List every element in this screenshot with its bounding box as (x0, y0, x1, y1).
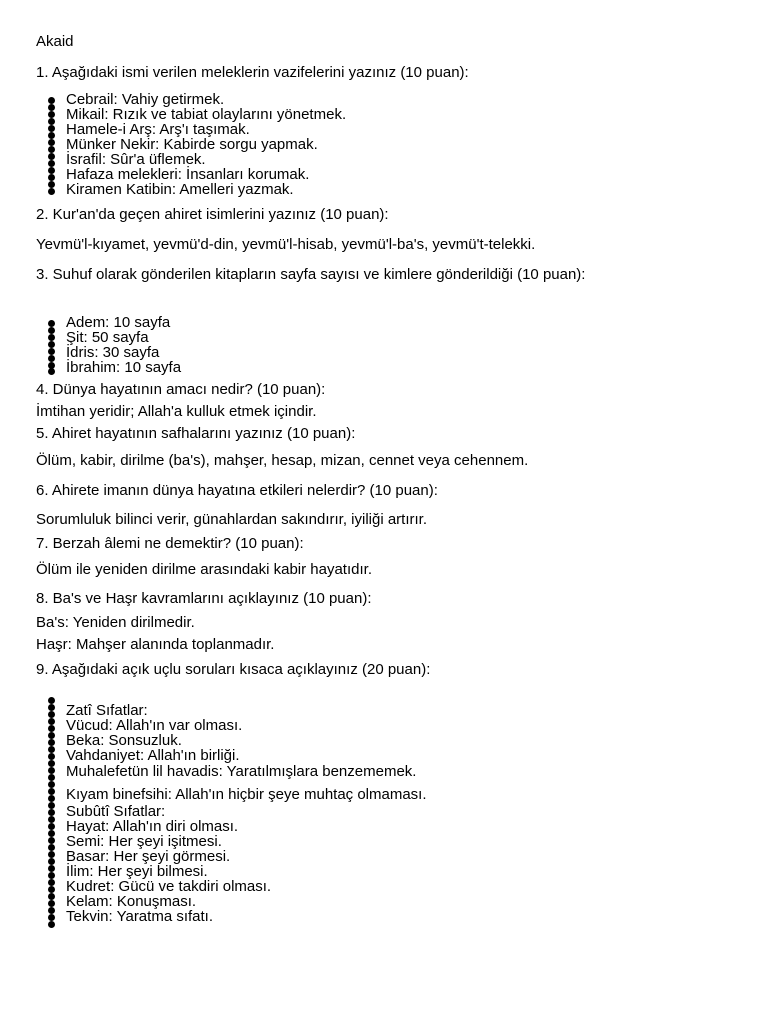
bullet-dot (48, 830, 55, 837)
bullet-dot (48, 188, 55, 195)
bullet-dot (48, 802, 55, 809)
bullet-dot (48, 697, 55, 704)
list-item: Semi: Her şeyi işitmesi. (66, 833, 222, 850)
bullet-dot (48, 153, 55, 160)
bullet-dot (48, 341, 55, 348)
list-item: İbrahim: 10 sayfa (66, 359, 182, 376)
bullet-dot (48, 914, 55, 921)
bullet-dot (48, 104, 55, 111)
bullet-dot (48, 921, 55, 928)
bullet-dot (48, 320, 55, 327)
list-item-heading: Subûtî Sıfatlar: (66, 803, 166, 820)
question-2: 2. Kur'an'da geçen ahiret isimlerini yazınız (10 puan): (36, 206, 389, 223)
bullet-dot (48, 844, 55, 851)
bullet-dot (48, 767, 55, 774)
list-item: Hafaza melekleri: İnsanları korumak. (66, 166, 310, 183)
bullet-dot (48, 111, 55, 118)
bullet-dot (48, 809, 55, 816)
bullet-dot (48, 355, 55, 362)
bullet-dot (48, 893, 55, 900)
list-item: Beka: Sonsuzluk. (66, 732, 182, 749)
list-item: Hayat: Allah'ın diri olması. (66, 818, 239, 835)
question-1-answer-list (36, 92, 636, 196)
bullet-dot (48, 760, 55, 767)
bullet-dot (48, 753, 55, 760)
bullet-dot (48, 858, 55, 865)
bullet-dot (48, 851, 55, 858)
list-item: Mikail: Rızık ve tabiat olaylarını yönetmek. (66, 106, 347, 123)
answer-8-hasr: Haşr: Mahşer alanında toplanmadır. (36, 636, 275, 653)
bullet-dot (48, 725, 55, 732)
question-9-answer-list (36, 697, 636, 932)
question-5: 5. Ahiret hayatının safhalarını yazınız (10 puan): (36, 425, 356, 442)
list-item-heading: Zatî Sıfatlar: (66, 702, 148, 719)
answer-7: Ölüm ile yeniden dirilme arasındaki kabir hayatıdır. (36, 561, 372, 578)
question-9: 9. Aşağıdaki açık uçlu soruları kısaca açıklayınız (20 puan): (36, 661, 431, 678)
question-4: 4. Dünya hayatının amacı nedir? (10 puan): (36, 381, 326, 398)
question-3: 3. Suhuf olarak gönderilen kitapların sayfa sayısı ve kimlere gönderildiği (10 puan): (36, 266, 586, 283)
list-item: Muhalefetün lil havadis: Yaratılmışlara benzememek. (66, 763, 417, 780)
bullet-dot (48, 348, 55, 355)
bullet-dot (48, 718, 55, 725)
list-item: Hamele-i Arş: Arş'ı taşımak. (66, 121, 250, 138)
list-item: Vücud: Allah'ın var olması. (66, 717, 243, 734)
question-3-answer-list (36, 315, 636, 375)
list-item: İsrafil: Sûr'a üflemek. (66, 151, 206, 168)
list-item: Kelam: Konuşması. (66, 893, 197, 910)
bullet-dot (48, 907, 55, 914)
list-item: Kudret: Gücü ve takdiri olması. (66, 878, 272, 895)
bullet-dot (48, 132, 55, 139)
bullet-dot (48, 97, 55, 104)
bullet-dot (48, 837, 55, 844)
answer-8-bas: Ba's: Yeniden dirilmedir. (36, 614, 195, 631)
document-title: Akaid (36, 33, 74, 50)
bullet-dot (48, 160, 55, 167)
bullet-dot (48, 781, 55, 788)
question-1: 1. Aşağıdaki ismi verilen meleklerin vazifelerini yazınız (10 puan): (36, 64, 469, 81)
answer-4: İmtihan yeridir; Allah'a kulluk etmek içindir. (36, 403, 317, 420)
bullet-dot (48, 823, 55, 830)
bullet-dot (48, 368, 55, 375)
list-item: Şit: 50 sayfa (66, 329, 149, 346)
bullet-dot (48, 118, 55, 125)
question-7: 7. Berzah âlemi ne demektir? (10 puan): (36, 535, 304, 552)
bullet-dot (48, 139, 55, 146)
question-6: 6. Ahirete imanın dünya hayatına etkileri nelerdir? (10 puan): (36, 482, 438, 499)
bullet-dot (48, 125, 55, 132)
bullet-dot (48, 327, 55, 334)
list-item: Münker Nekir: Kabirde sorgu yapmak. (66, 136, 318, 153)
list-item: Kıyam binefsihi: Allah'ın hiçbir şeye muhtaç olmaması. (66, 786, 427, 803)
list-item: Tekvin: Yaratma sıfatı. (66, 908, 214, 925)
bullet-dot (48, 739, 55, 746)
answer-6: Sorumluluk bilinci verir, günahlardan sakındırır, iyiliği artırır. (36, 511, 427, 528)
bullet-dot (48, 174, 55, 181)
bullet-dot (48, 788, 55, 795)
bullet-dot (48, 865, 55, 872)
bullet-dot (48, 746, 55, 753)
list-item: Adem: 10 sayfa (66, 314, 171, 331)
list-item: Vahdaniyet: Allah'ın birliği. (66, 747, 240, 764)
bullet-dot (48, 886, 55, 893)
list-item: Cebrail: Vahiy getirmek. (66, 91, 225, 108)
list-item: İdris: 30 sayfa (66, 344, 160, 361)
bullet-dot (48, 146, 55, 153)
list-item: Kiramen Katibin: Amelleri yazmak. (66, 181, 294, 198)
list-item: Basar: Her şeyi görmesi. (66, 848, 231, 865)
bullet-dot (48, 872, 55, 879)
bullet-dot (48, 711, 55, 718)
bullet-dot (48, 879, 55, 886)
bullet-dot (48, 795, 55, 802)
answer-5: Ölüm, kabir, dirilme (ba's), mahşer, hesap, mizan, cennet veya cehennem. (36, 452, 529, 469)
bullet-dot (48, 334, 55, 341)
bullet-dot (48, 900, 55, 907)
bullet-dot (48, 181, 55, 188)
bullet-dot (48, 774, 55, 781)
bullet-dot (48, 167, 55, 174)
answer-2: Yevmü'l-kıyamet, yevmü'd-din, yevmü'l-hisab, yevmü'l-ba's, yevmü't-telekki. (36, 236, 536, 253)
bullet-dot (48, 704, 55, 711)
bullet-dot (48, 732, 55, 739)
bullet-dot (48, 816, 55, 823)
question-8: 8. Ba's ve Haşr kavramlarını açıklayınız (10 puan): (36, 590, 372, 607)
list-item: İlim: Her şeyi bilmesi. (66, 863, 208, 880)
